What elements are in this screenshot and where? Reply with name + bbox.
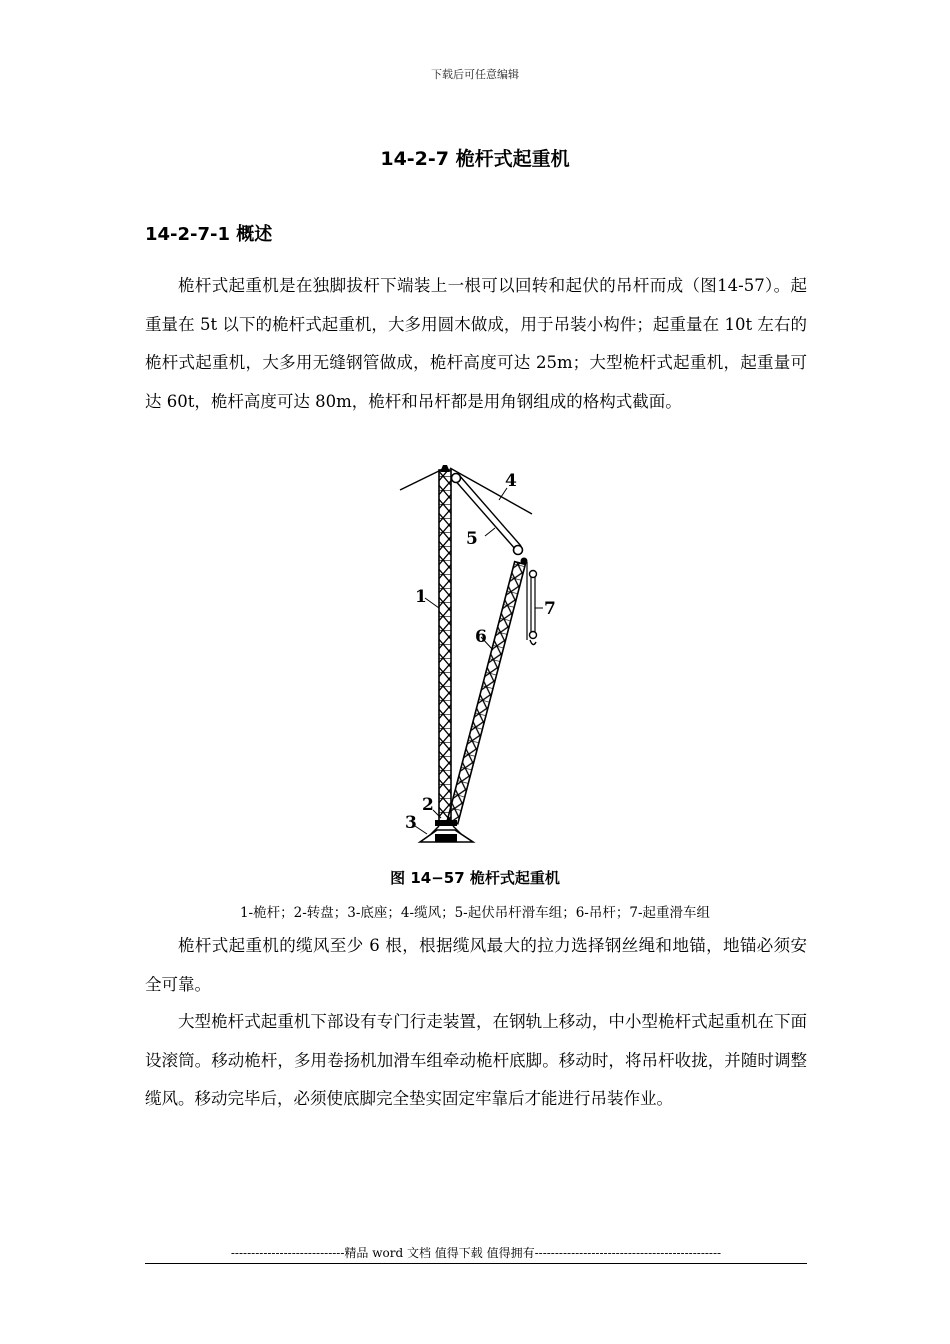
figure-caption: 图 14−57 桅杆式起重机 (390, 869, 560, 887)
page-title: 14-2-7 桅杆式起重机 (380, 148, 570, 170)
footer-note: ----------------------------精品 word 文档 值得下载 值得拥有---------------------------------------------- (230, 1246, 722, 1260)
crane-figure (395, 462, 560, 847)
label-5: 5 (466, 529, 478, 549)
hoisting-tackle (527, 562, 537, 645)
paragraph-moving: 大型桅杆式起重机下部设有专门行走装置，在钢轨上移动，中小型桅杆式起重机在下面设滚筒。移动桅杆，多用卷扬机加滑车组牵动桅杆底脚。移动时，将吊杆收拢，并随时调整缆风。移动完毕后，必须使底脚完全垫实固定牢靠后才能进行吊装作业。 (145, 1012, 807, 1108)
section-title: 14-2-7-1 概述 (145, 224, 273, 245)
paragraph-guy-ropes: 桅杆式起重机的缆风至少 6 根，根据缆风最大的拉力选择钢丝绳和地锚，地锚必须安全可靠。 (145, 936, 807, 994)
header-note: 下载后可任意编辑 (431, 68, 519, 81)
mast (439, 470, 451, 822)
crane-diagram (395, 462, 560, 847)
paragraph-overview: 桅杆式起重机是在独脚拔杆下端装上一根可以回转和起伏的吊杆而成（图14-57）。起重量在 5t 以下的桅杆式起重机，大多用圆木做成，用于吊装小构件；起重量在 10t 左右的桅杆式起重机，大多用无缝钢管做成，桅杆高度可达 25m；大型桅杆式起重机，起重量可达 60t，桅杆高度可达 80m，桅杆和吊杆都是用角钢组成的格构式截面。 (145, 276, 807, 411)
guy-rope-right (450, 468, 532, 514)
figure-legend: 1-桅杆；2-转盘；3-底座；4-缆风；5-起伏吊杆滑车组；6-吊杆；7-起重滑车组 (239, 905, 711, 921)
label-2: 2 (422, 795, 434, 815)
boom (447, 562, 525, 824)
mast-head (440, 465, 450, 472)
label-3: 3 (405, 813, 417, 833)
footer-rule (145, 1263, 807, 1264)
base (420, 830, 473, 842)
label-4: 4 (505, 471, 517, 491)
label-7: 7 (544, 599, 556, 619)
label-1: 1 (415, 587, 427, 607)
label-6: 6 (475, 627, 487, 647)
